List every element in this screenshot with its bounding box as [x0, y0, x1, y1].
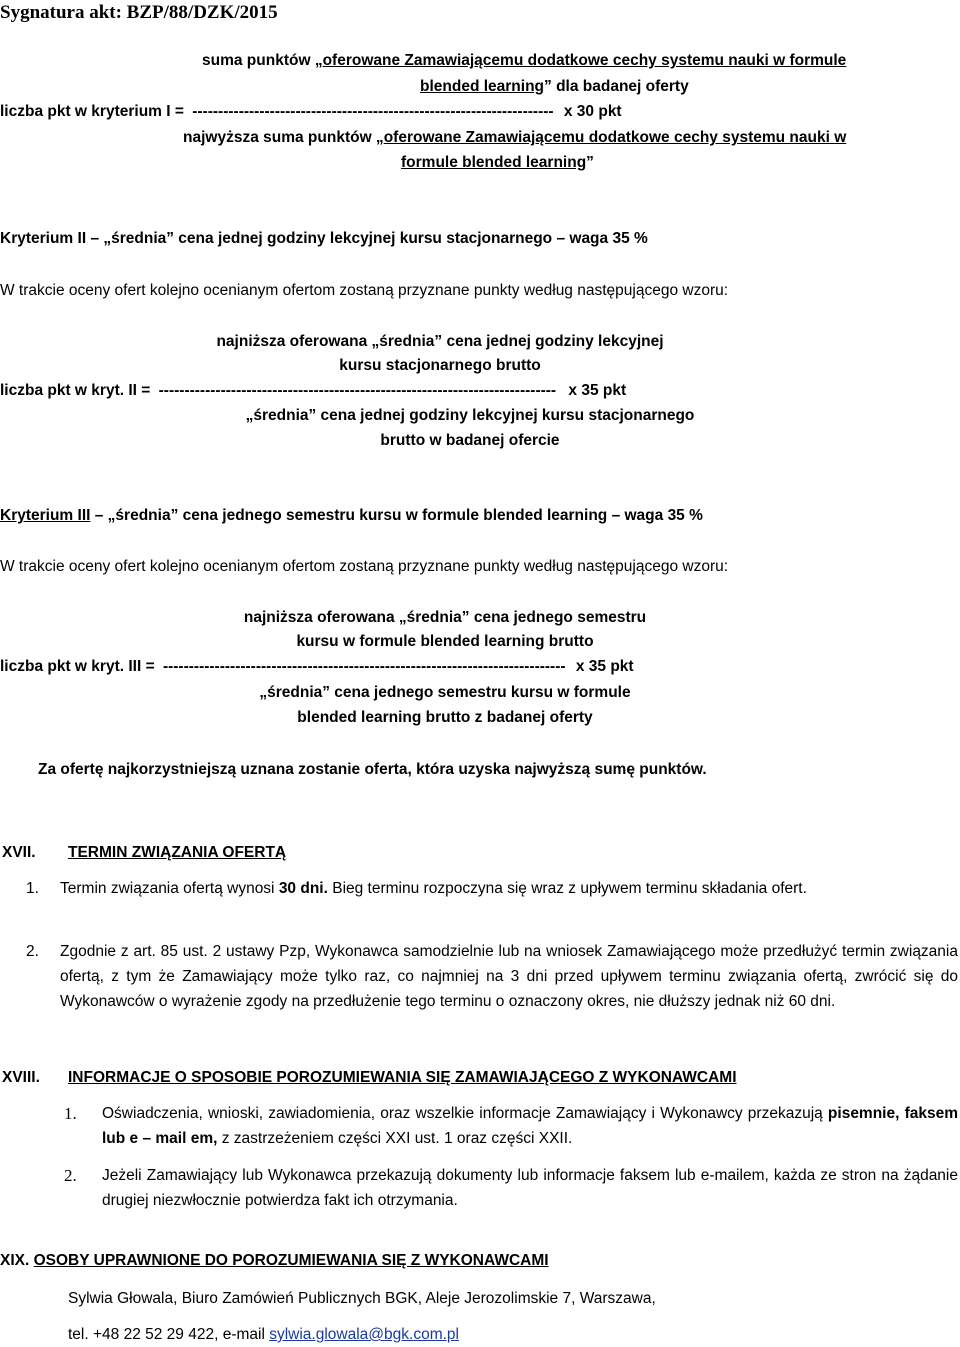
k2-intro: W trakcie oceny ofert kolejno ocenianym ofertom zostaną przyznane punkty według następującego wzoru: — [0, 282, 729, 299]
k1-num-l2b: ” dla badanej oferty — [544, 78, 689, 95]
s19-tel-line — [68, 1324, 459, 1346]
s19-title: OSOBY UPRAWNIONE DO POROZUMIEWANIA SIĘ Z WYKONAWCAMI — [33, 1252, 549, 1269]
s17-item1-a: Termin związania ofertą wynosi — [60, 880, 279, 897]
k3-numerator-line2: kursu w formule blended learning brutto — [296, 633, 594, 650]
s19-heading — [0, 1250, 549, 1272]
k3-dashes: ------------------------------------------------------------------------------ — [162, 658, 566, 675]
k1-num-l1b: oferowane Zamawiającemu dodatkowe cechy systemu nauki w formule — [322, 52, 847, 69]
k2-dashes: ----------------------------------------------------------------------------- — [158, 382, 557, 399]
k1-denominator-line2 — [401, 152, 594, 174]
s17-item2-number: 2. — [26, 943, 39, 960]
k3-title-label: Kryterium III — [0, 507, 91, 524]
s17-item1-text — [60, 876, 958, 901]
k1-den-l2a: formule blended learning — [401, 154, 587, 171]
s17-item1-number: 1. — [26, 880, 39, 897]
k3-formula-label: liczba pkt w kryt. III = — [0, 658, 155, 675]
s18-item1-b: pisemnie, faksem lub e – mail em, — [102, 1105, 958, 1147]
k2-denominator-line2: brutto w badanej ofercie — [380, 432, 560, 449]
k2-denominator-line1: „średnia” cena jednej godziny lekcyjnej kursu stacjonarnego — [245, 407, 695, 424]
k2-formula-line — [0, 380, 626, 402]
s18-item1-number: 1. — [64, 1104, 77, 1123]
s18-item1-c: z zastrzeżeniem części XXI ust. 1 oraz części XXII. — [217, 1130, 573, 1147]
summary-statement: Za ofertę najkorzystniejszą uznana zostanie oferta, która uzyska najwyższą sumę punktów. — [38, 761, 707, 778]
k2-title: Kryterium II – „średnia” cena jednej godziny lekcyjnej kursu stacjonarnego – waga 35 % — [0, 230, 648, 247]
k2-formula-label: liczba pkt w kryt. II = — [0, 382, 151, 399]
k1-multiplier: x 30 pkt — [563, 103, 622, 120]
s18-title: INFORMACJE O SPOSOBIE POROZUMIEWANIA SIĘ ZAMAWIAJĄCEGO Z WYKONAWCAMI — [68, 1069, 737, 1086]
k2-numerator-line1: najniższa oferowana „średnia” cena jednej godziny lekcyjnej — [216, 333, 664, 350]
k1-denominator-line1 — [183, 127, 846, 149]
s18-item1-text — [102, 1101, 958, 1151]
k1-den-l2b: ” — [586, 154, 594, 171]
s18-number: XVIII. — [2, 1069, 40, 1086]
k2-multiplier: x 35 pkt — [568, 382, 627, 399]
k1-dashes: ---------------------------------------------------------------------- — [192, 103, 554, 120]
k2-numerator-line2: kursu stacjonarnego brutto — [339, 357, 541, 374]
k1-den-l1b: oferowane Zamawiającemu dodatkowe cechy systemu nauki w — [383, 129, 847, 146]
s19-email-link[interactable]: sylwia.glowala@bgk.com.pl — [269, 1326, 459, 1343]
s17-item1-c: Bieg terminu rozpoczyna się wraz z upływem terminu składania ofert. — [327, 880, 807, 897]
s17-item2-text: Zgodnie z art. 85 ust. 2 ustawy Pzp, Wykonawca samodzielnie lub na wniosek Zamawiającego może przedłużyć termin związania ofertą, z tym że Zamawiający może tylko raz, co najmniej na 3 dni przed upływem terminu związania ofertą, zwrócić się do Wykonawców o wyrażenie zgody na przedłużenie tego terminu o oznaczony okres, nie dłuższy jednak niż 60 dni. — [60, 943, 958, 1010]
k1-numerator-line1 — [202, 50, 846, 72]
s19-contact: Sylwia Głowala, Biuro Zamówień Publicznych BGK, Aleje Jerozolimskie 7, Warszawa, — [68, 1290, 656, 1307]
k1-num-l1a: suma punktów „ — [202, 52, 323, 69]
k3-title-rest: – „średnia” cena jednego semestru kursu w formule blended learning – waga 35 % — [90, 507, 703, 524]
k3-multiplier: x 35 pkt — [575, 658, 634, 675]
s19-number: XIX. — [0, 1252, 30, 1269]
s17-item1-b: 30 dni. — [278, 880, 328, 897]
k3-denominator-line1: „średnia” cena jednego semestru kursu w formule — [259, 684, 631, 701]
s17-number: XVII. — [2, 844, 36, 861]
k1-formula-line — [0, 101, 622, 123]
s19-tel: tel. +48 22 52 29 422, e-mail — [68, 1326, 270, 1343]
k1-num-l2a: blended learning — [420, 78, 545, 95]
k3-intro: W trakcie oceny ofert kolejno ocenianym ofertom zostaną przyznane punkty według następującego wzoru: — [0, 558, 729, 575]
k3-title — [0, 505, 703, 527]
k1-formula-label: liczba pkt w kryterium I = — [0, 103, 184, 120]
s18-item2-text: Jeżeli Zamawiający lub Wykonawca przekazują dokumenty lub informacje faksem lub e-mailem, każda ze stron na żądanie drugiej niezwłocznie potwierdza fakt ich otrzymania. — [102, 1167, 958, 1209]
k1-numerator-line2 — [420, 76, 689, 98]
s17-title: TERMIN ZWIĄZANIA OFERTĄ — [68, 844, 287, 861]
k3-formula-line — [0, 656, 634, 678]
case-signature: Sygnatura akt: BZP/88/DZK/2015 — [0, 2, 278, 23]
k3-numerator-line1: najniższa oferowana „średnia” cena jednego semestru — [243, 609, 647, 626]
k3-denominator-line2: blended learning brutto z badanej oferty — [297, 709, 593, 726]
k1-den-l1a: najwyższa suma punktów „ — [183, 129, 384, 146]
s18-item1-a: Oświadczenia, wnioski, zawiadomienia, oraz wszelkie informacje Zamawiający i Wykonawcy przekazują — [102, 1105, 828, 1122]
s18-item2-number: 2. — [64, 1166, 77, 1185]
